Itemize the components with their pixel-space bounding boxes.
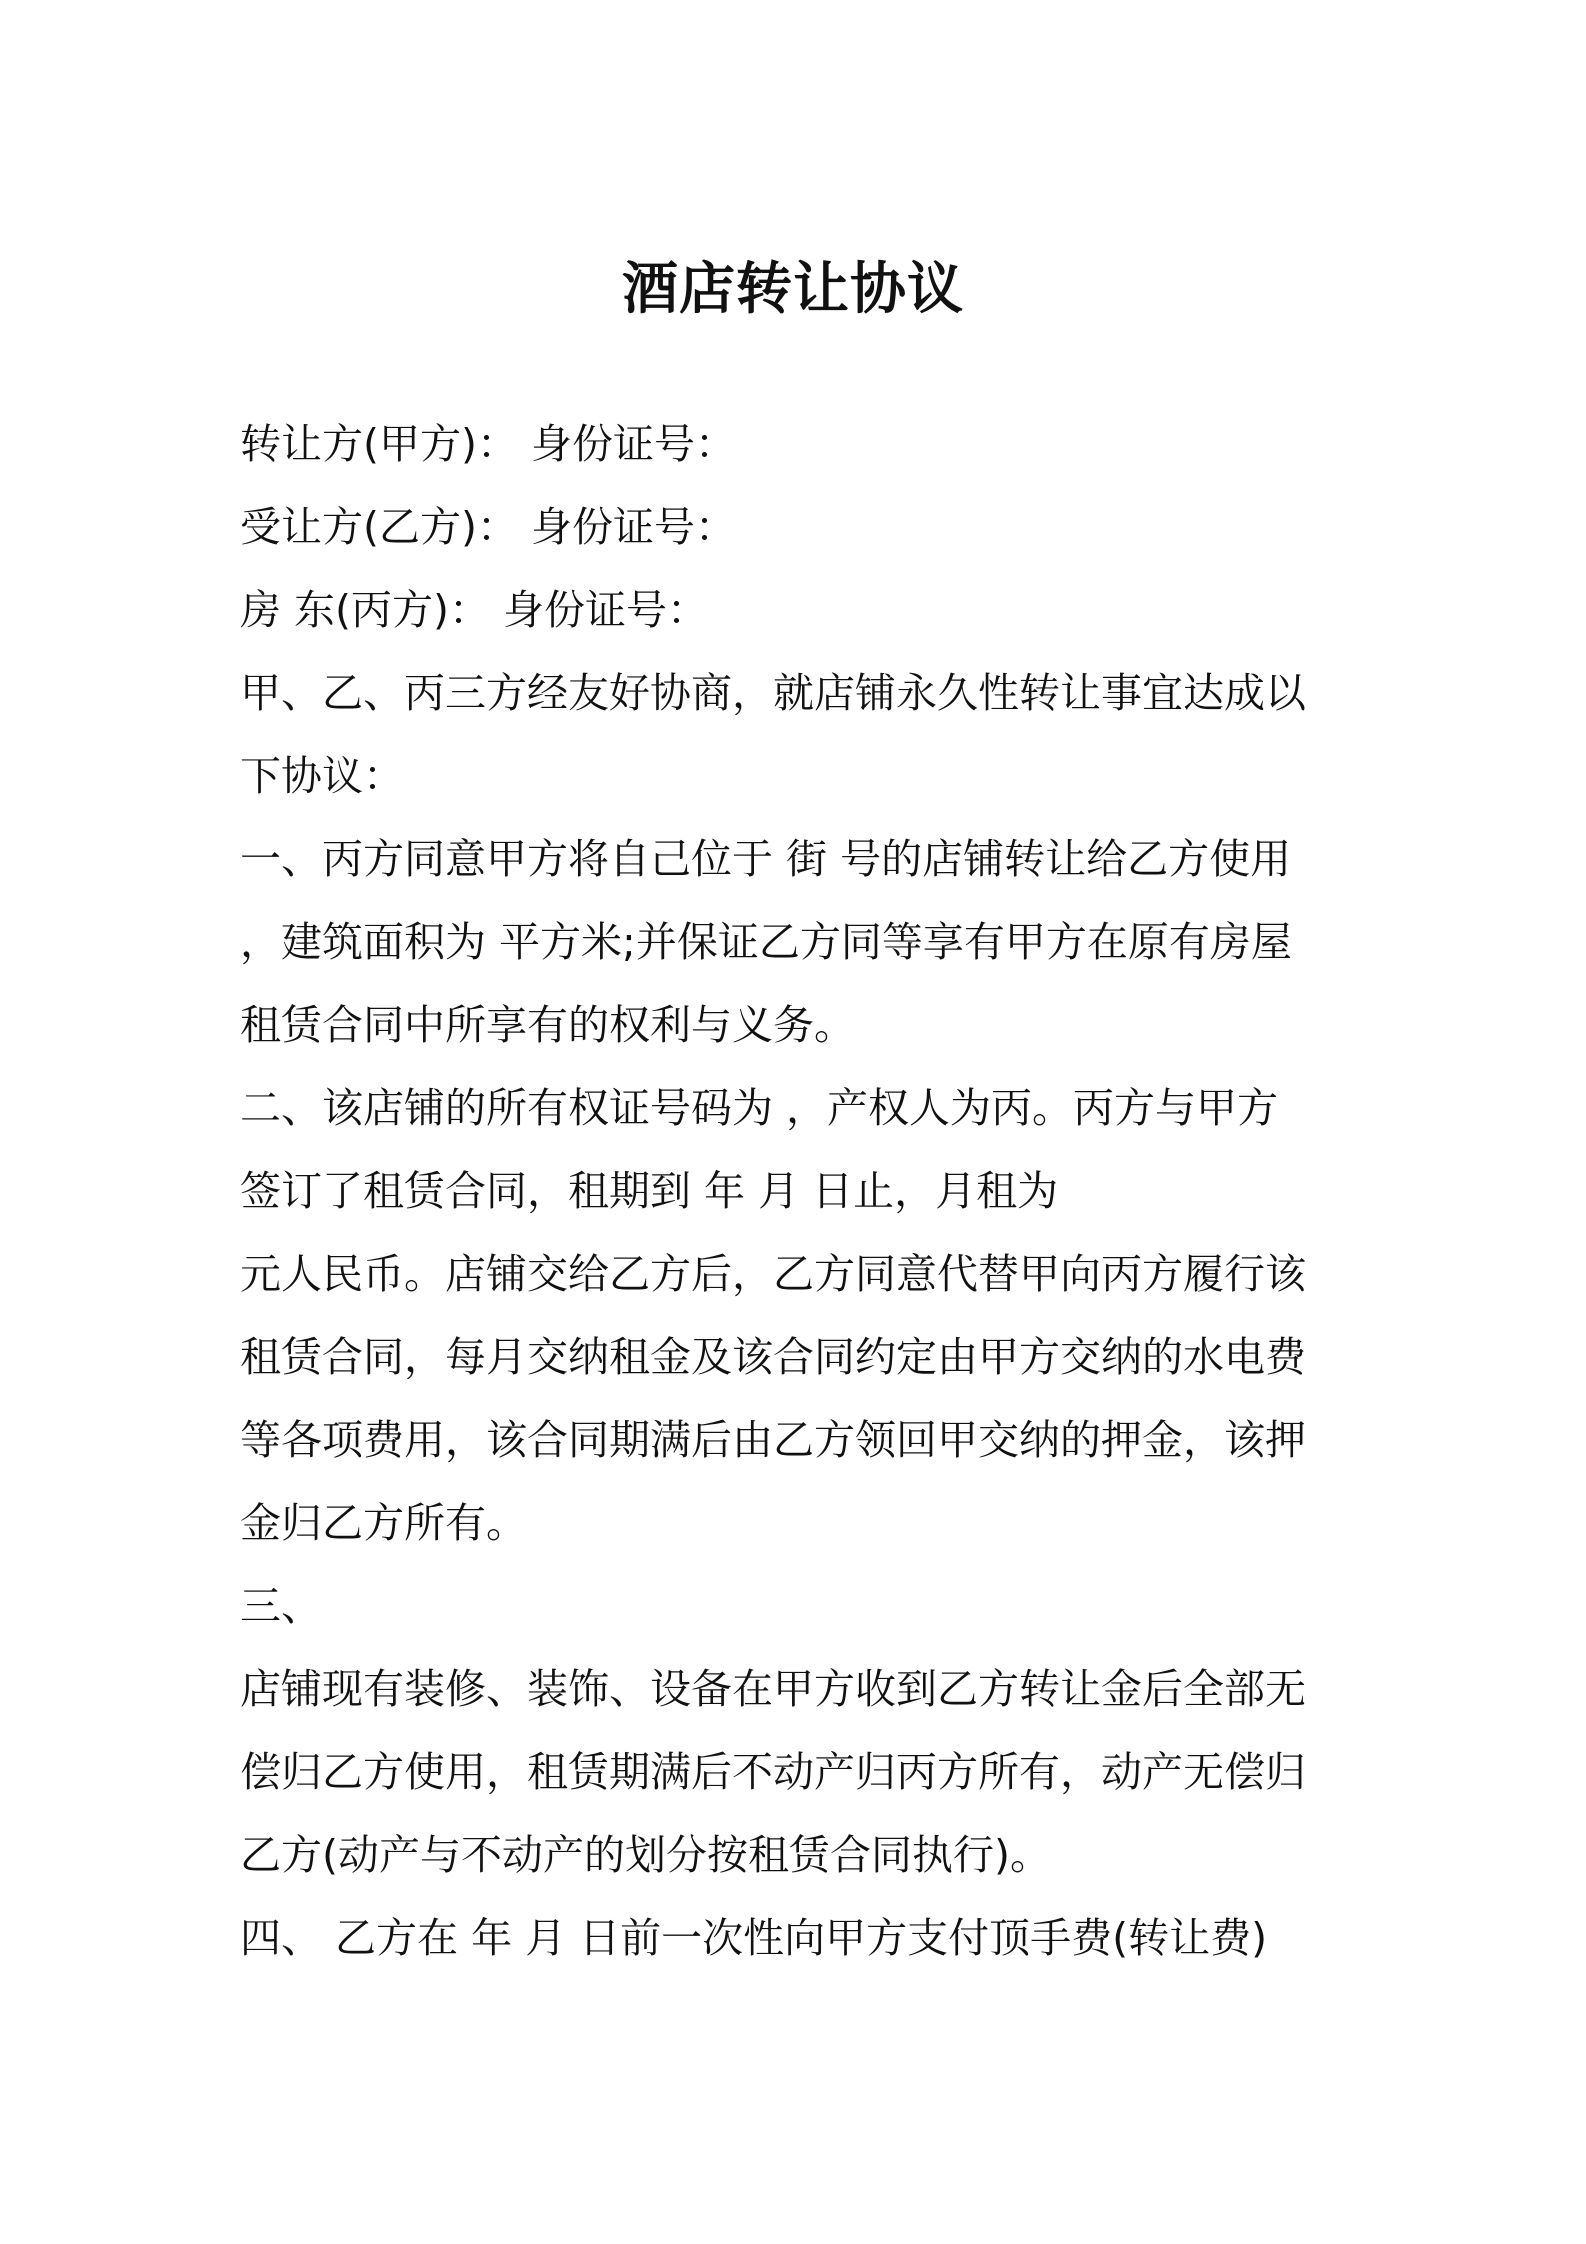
clause-2-line-1: 二、该店铺的所有权证号码为 ，产权人为丙。丙方与甲方 — [240, 1084, 1279, 1132]
intro-line-1: 甲、乙、丙三方经友好协商，就店铺永久性转让事宜达成以 — [240, 669, 1306, 717]
clause-2-line-6: 金归乙方所有。 — [240, 1499, 527, 1547]
clause-3-heading: 三、 — [240, 1582, 322, 1630]
document-title: 酒店转让协议 — [622, 257, 964, 322]
clause-2-line-2: 签订了租赁合同，租期到 年 月 日止，月租为 — [240, 1167, 1059, 1215]
clause-4-line-1: 四、 乙方在 年 月 日前一次性向甲方支付顶手费(转让费) — [240, 1914, 1268, 1962]
clause-2-line-5: 等各项费用，该合同期满后由乙方领回甲交纳的押金，该押 — [240, 1416, 1306, 1464]
clause-2-line-3: 元人民币。店铺交给乙方后，乙方同意代替甲向丙方履行该 — [240, 1250, 1306, 1298]
clause-2-line-4: 租赁合同，每月交纳租金及该合同约定由甲方交纳的水电费 — [240, 1333, 1306, 1381]
clause-3-line-2: 偿归乙方使用，租赁期满后不动产归丙方所有，动产无偿归 — [240, 1748, 1306, 1796]
party-b-line: 受让方(乙方)： 身份证号： — [240, 503, 737, 551]
party-a-line: 转让方(甲方)： 身份证号： — [240, 420, 737, 468]
clause-3-line-3: 乙方(动产与不动产的划分按租赁合同执行)。 — [240, 1831, 1051, 1879]
clause-3-line-1: 店铺现有装修、装饰、设备在甲方收到乙方转让金后全部无 — [240, 1665, 1306, 1713]
clause-1-line-2: ，建筑面积为 平方米;并保证乙方同等享有甲方在原有房屋 — [240, 918, 1292, 966]
clause-1-line-1: 一、丙方同意甲方将自己位于 街 号的店铺转让给乙方使用 — [240, 835, 1292, 883]
intro-line-2: 下协议： — [240, 752, 404, 800]
document-body — [240, 403, 1360, 1980]
party-c-line: 房 东(丙方)： 身份证号： — [240, 586, 709, 634]
clause-1-line-3: 租赁合同中所享有的权利与义务。 — [240, 1001, 855, 1049]
